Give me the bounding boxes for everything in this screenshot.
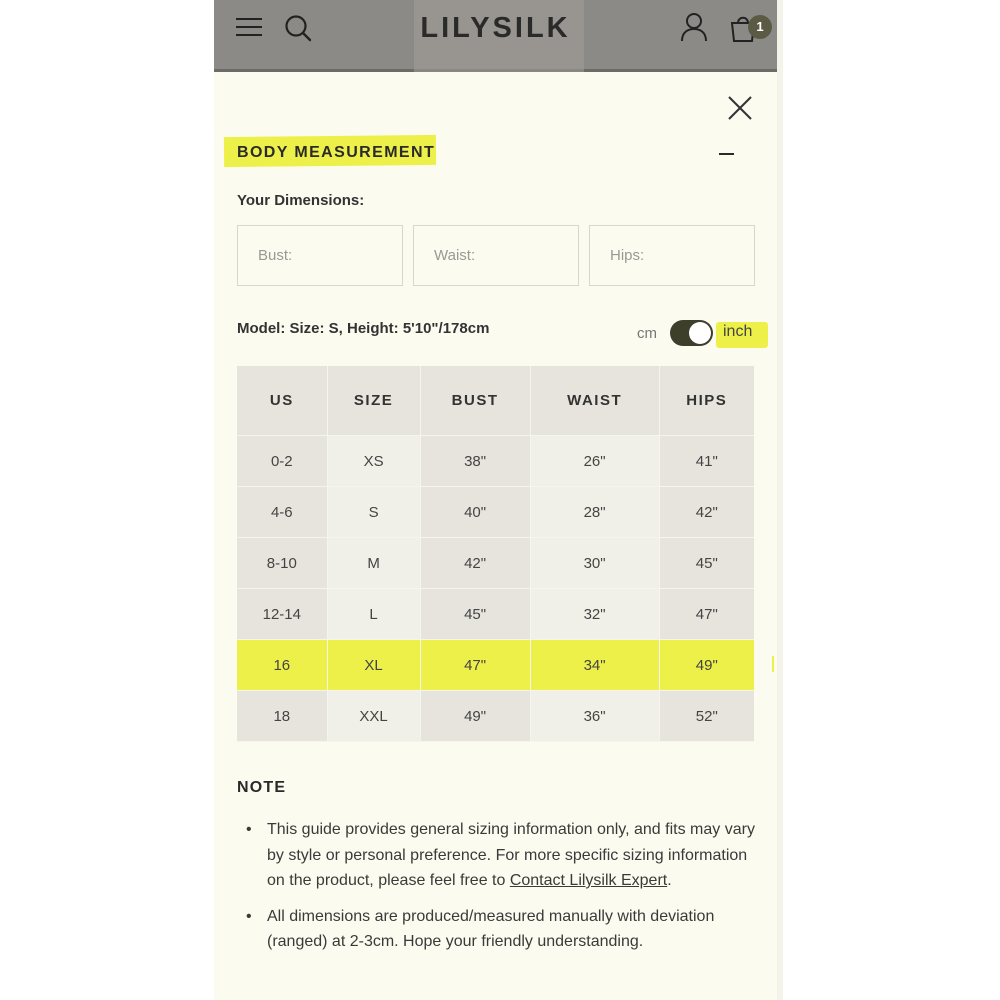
table-row	[237, 487, 754, 538]
cell-size: XXL	[328, 691, 421, 742]
contact-expert-link[interactable]: Contact Lilysilk Expert	[509, 872, 668, 889]
dimensions-label: Your Dimensions:	[237, 192, 365, 209]
cell-bust: 47"	[421, 640, 531, 691]
cell-size: L	[328, 589, 421, 640]
highlight-stray-mark	[772, 656, 774, 672]
cell-hips: 52"	[660, 691, 754, 742]
cell-us: 12-14	[237, 589, 328, 640]
unit-inch-label[interactable]: inch	[723, 323, 753, 340]
cell-bust: 49"	[421, 691, 531, 742]
header-waist: WAIST	[531, 366, 660, 436]
cell-size: M	[328, 538, 421, 589]
table-row	[237, 589, 754, 640]
bust-input[interactable]	[237, 225, 403, 286]
hips-input[interactable]	[589, 225, 755, 286]
header-us: US	[237, 366, 328, 436]
cell-hips: 47"	[660, 589, 754, 640]
cell-us: 16	[237, 640, 328, 691]
unit-cm-label[interactable]: cm	[637, 325, 657, 342]
close-icon[interactable]	[727, 95, 753, 121]
cell-hips: 45"	[660, 538, 754, 589]
section-title[interactable]: BODY MEASUREMENT	[237, 144, 436, 161]
note-item-end: .	[667, 872, 672, 889]
table-row	[237, 538, 754, 589]
cell-us: 18	[237, 691, 328, 742]
cell-size: XL	[328, 640, 421, 691]
table-row-highlighted	[237, 640, 754, 691]
cell-waist: 34"	[531, 640, 660, 691]
cart-count-badge: 1	[748, 15, 772, 39]
note-item-text: This guide provides general sizing information only, and fits may vary by style or personal preference. For more specific sizing information on the product, please feel free to	[267, 821, 755, 889]
cell-waist: 36"	[531, 691, 660, 742]
user-icon[interactable]	[680, 12, 708, 42]
table-row	[237, 436, 754, 487]
cell-bust: 45"	[421, 589, 531, 640]
header-bust: BUST	[421, 366, 531, 436]
cell-us: 4-6	[237, 487, 328, 538]
waist-input[interactable]	[413, 225, 579, 286]
brand-logo[interactable]: LILYSILK	[420, 12, 571, 44]
header-size: SIZE	[328, 366, 421, 436]
cell-bust: 38"	[421, 436, 531, 487]
cell-hips: 49"	[660, 640, 754, 691]
toggle-knob	[689, 322, 711, 344]
collapse-icon[interactable]	[719, 153, 734, 155]
cell-bust: 42"	[421, 538, 531, 589]
note-list	[246, 817, 756, 965]
cell-hips: 41"	[660, 436, 754, 487]
size-chart-table	[237, 366, 754, 742]
cell-size: XS	[328, 436, 421, 487]
note-item	[246, 817, 756, 894]
cell-waist: 28"	[531, 487, 660, 538]
cell-us: 0-2	[237, 436, 328, 487]
table-row	[237, 691, 754, 742]
cell-hips: 42"	[660, 487, 754, 538]
cell-waist: 26"	[531, 436, 660, 487]
table-header-row	[237, 366, 754, 436]
note-item-text: All dimensions are produced/measured manually with deviation (ranged) at 2-3cm. Hope your friendly understanding.	[267, 907, 715, 950]
cell-waist: 32"	[531, 589, 660, 640]
cell-us: 8-10	[237, 538, 328, 589]
size-guide-screen	[214, 0, 777, 1000]
note-title: NOTE	[237, 779, 287, 796]
note-item	[246, 904, 756, 955]
cell-bust: 40"	[421, 487, 531, 538]
header-hips: HIPS	[660, 366, 754, 436]
site-header	[214, 0, 777, 72]
cell-size: S	[328, 487, 421, 538]
unit-toggle[interactable]	[670, 320, 713, 346]
cell-waist: 30"	[531, 538, 660, 589]
screen-edge	[777, 0, 783, 1000]
model-info: Model: Size: S, Height: 5'10"/178cm	[237, 320, 490, 337]
